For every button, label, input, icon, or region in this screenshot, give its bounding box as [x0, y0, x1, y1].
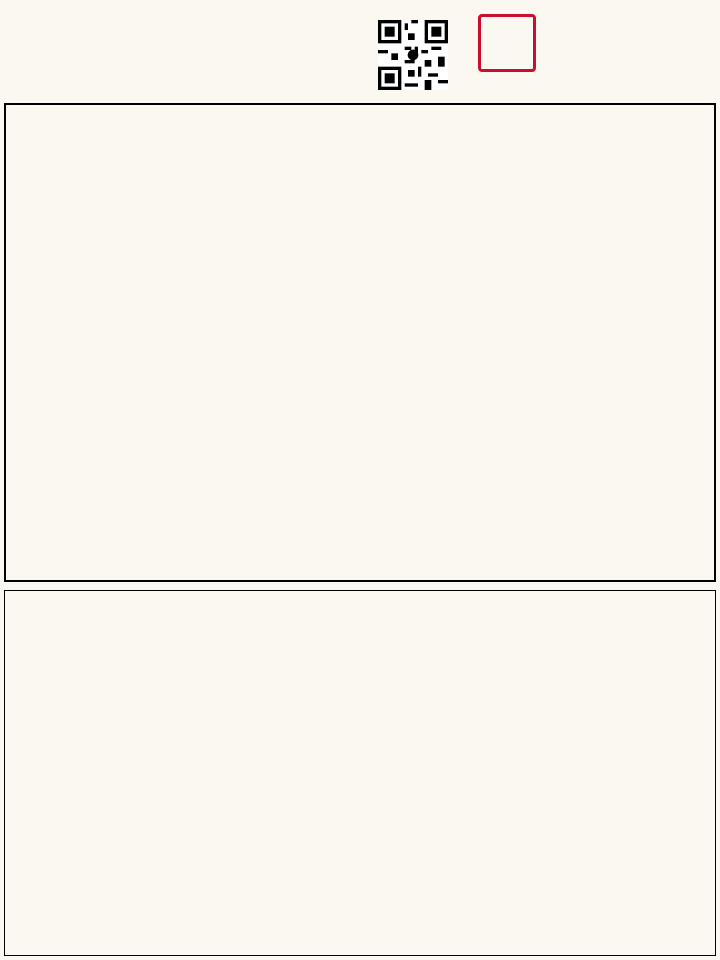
qr-code-icon [378, 20, 448, 90]
annual-luck-grid [4, 590, 716, 956]
chart-frame [4, 103, 716, 582]
red-seal-stamp [478, 14, 536, 72]
